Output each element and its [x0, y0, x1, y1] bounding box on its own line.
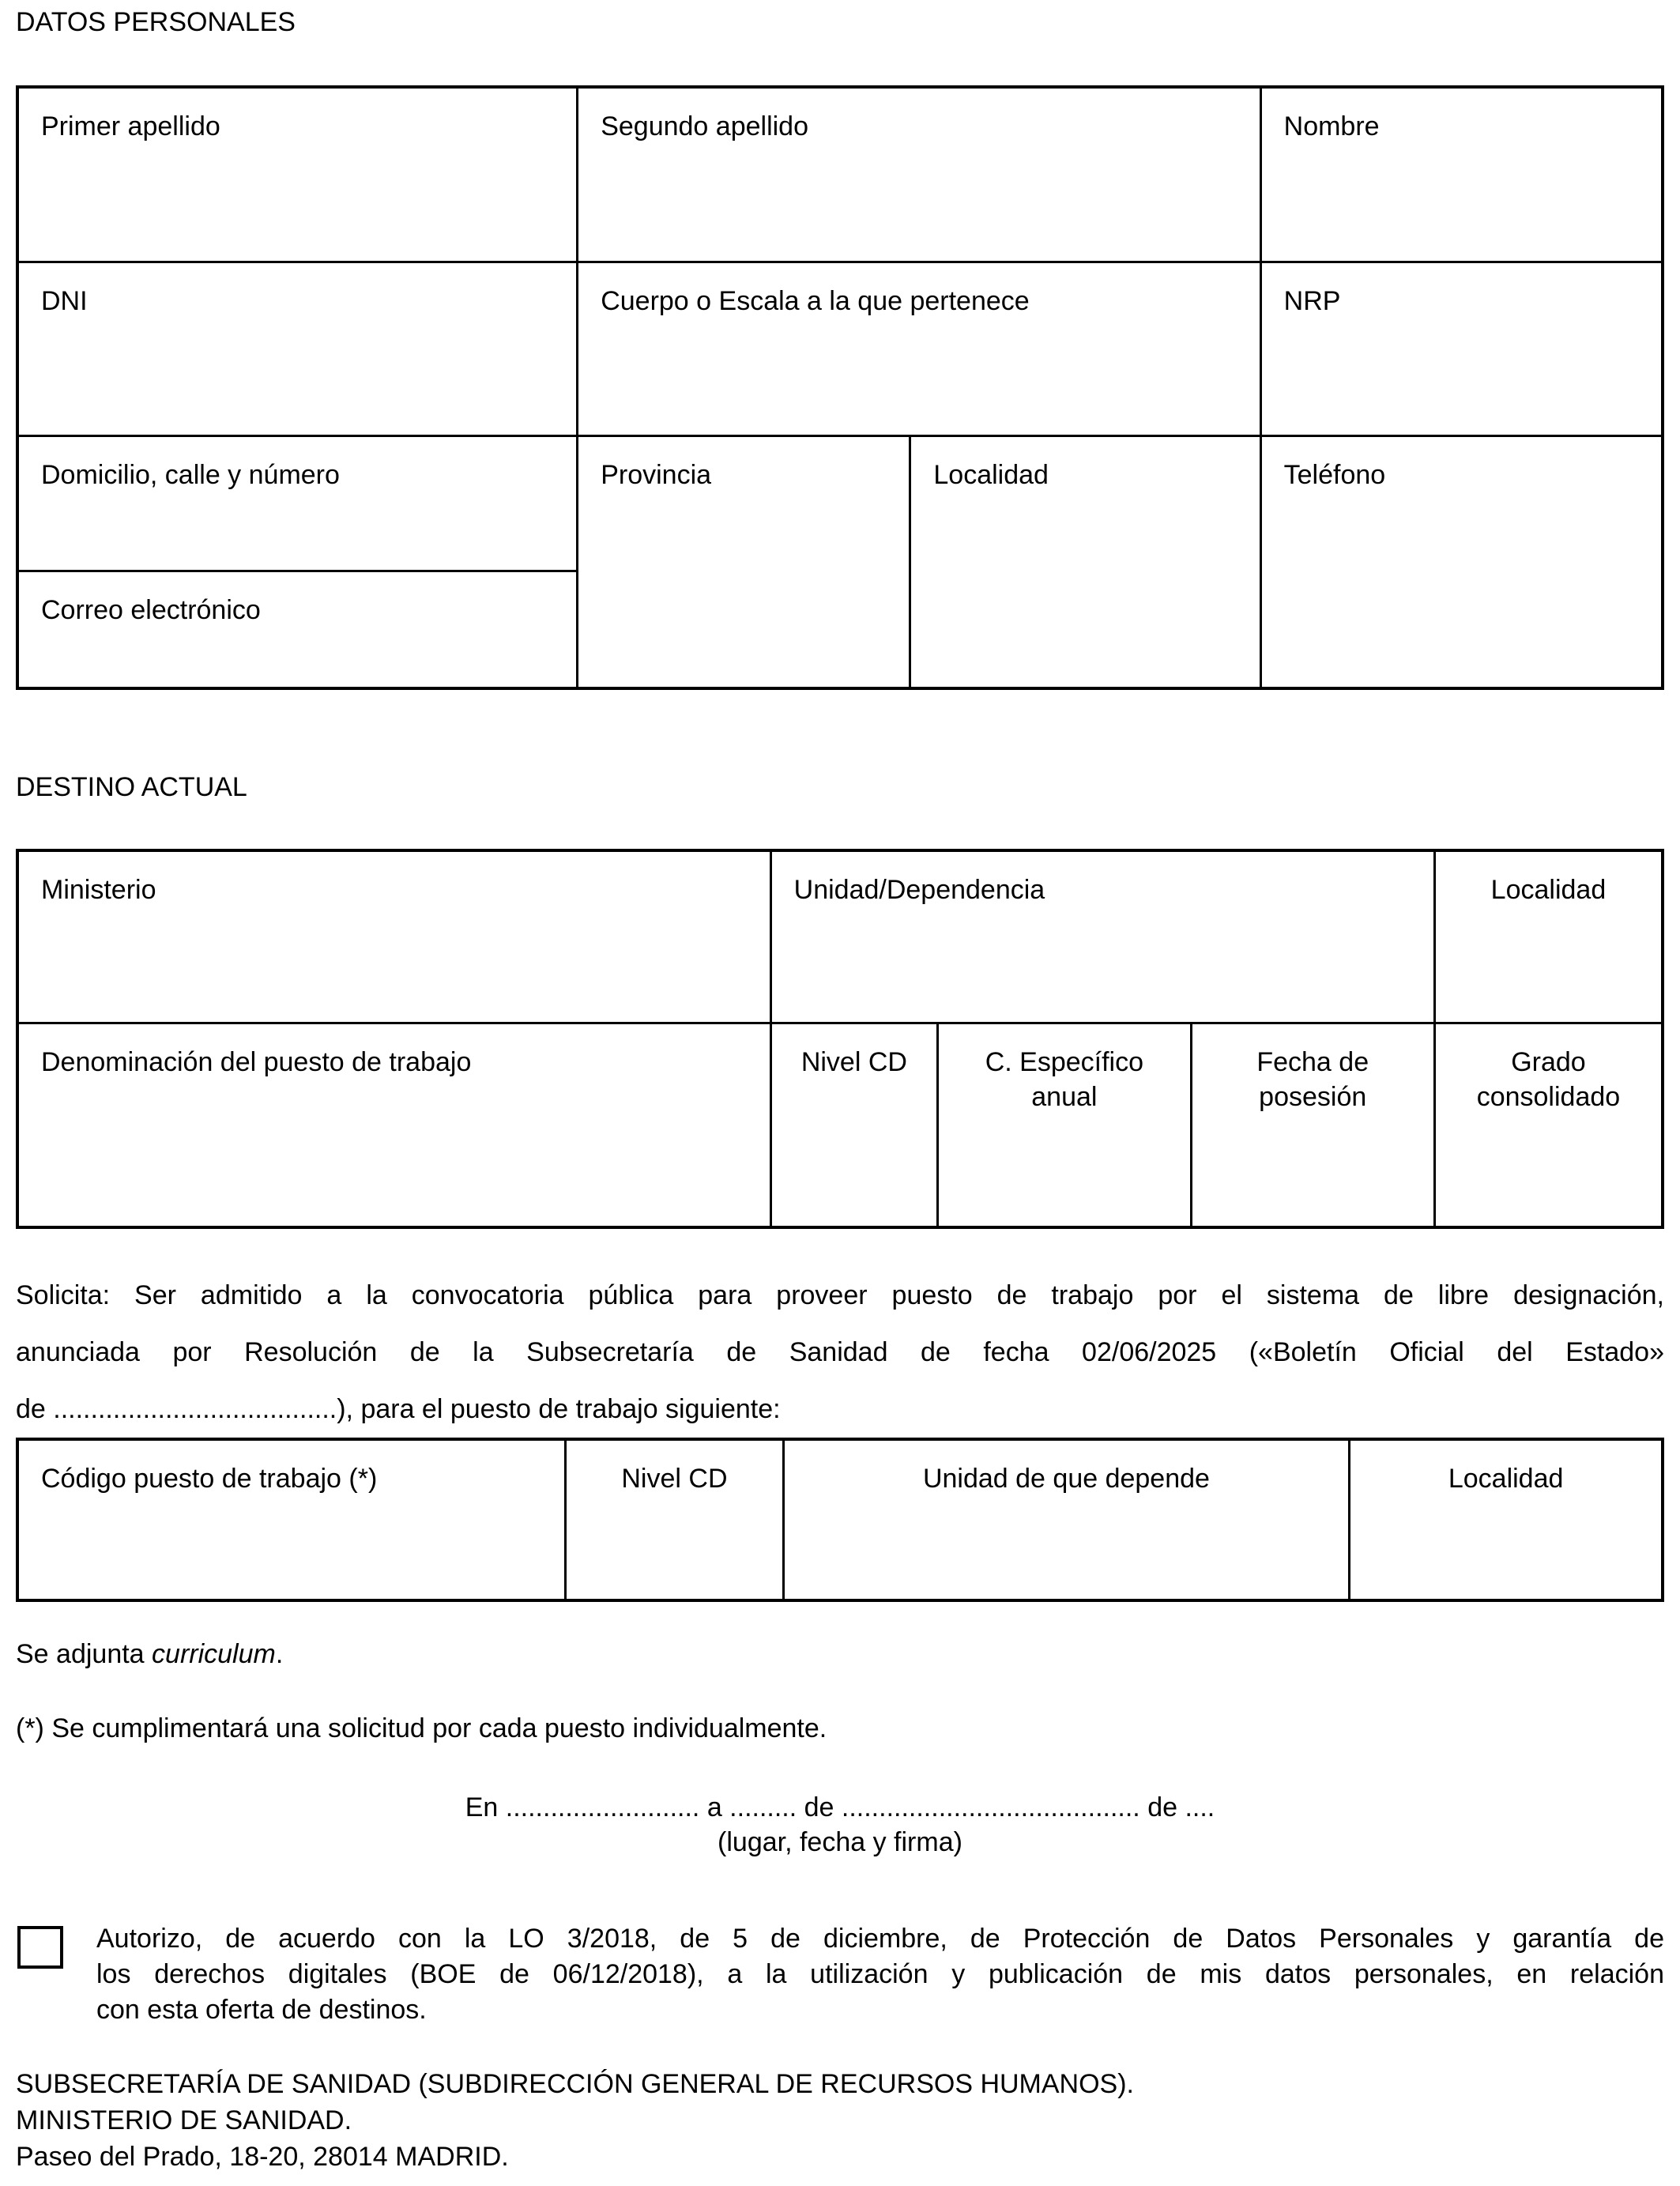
primer-apellido-label: Primer apellido	[41, 111, 220, 141]
field-cuerpo-escala[interactable]	[578, 262, 1260, 435]
nrp-label: NRP	[1283, 285, 1341, 316]
solicita-line-3: de ......................................), para el puesto de trabajo siguiente:	[16, 1394, 781, 1424]
field-segundo-apellido[interactable]	[578, 87, 1260, 262]
destino-actual-table	[16, 849, 1664, 1229]
solicita-line-1: Solicita: Ser admitido a la convocatoria pública para proveer puesto de trabajo por el sistema de libre designación,	[16, 1280, 1664, 1310]
nivel-cd-puesto-label: Nivel CD	[621, 1464, 728, 1494]
field-grado-consolidado[interactable]	[1434, 1023, 1663, 1227]
cuerpo-escala-label: Cuerpo o Escala a la que pertenece	[601, 285, 1030, 316]
authorization-line-3: con esta oferta de destinos.	[96, 1995, 427, 2025]
field-unidad-depende[interactable]	[783, 1439, 1350, 1600]
adjunta-curriculum-italic: curriculum	[152, 1639, 276, 1669]
table-row	[17, 850, 1663, 1023]
fecha-posesion-label-line1: Fecha de	[1256, 1046, 1369, 1077]
field-primer-apellido[interactable]	[17, 87, 578, 262]
field-localidad[interactable]	[910, 435, 1260, 688]
c-especifico-label-line1: C. Específico	[985, 1046, 1144, 1077]
field-correo-electronico[interactable]	[17, 571, 578, 688]
field-domicilio[interactable]	[17, 435, 578, 571]
adjunta-prefix: Se adjunta	[16, 1639, 153, 1669]
correo-label: Correo electrónico	[41, 594, 261, 625]
ministerio-label: Ministerio	[41, 875, 156, 905]
authorization-paragraph	[96, 1921, 1664, 2028]
field-nrp[interactable]	[1260, 262, 1663, 435]
table-row	[17, 87, 1663, 262]
authorization-line-1: Autorizo, de acuerdo con la LO 3/2018, de 5 de diciembre, de Protección de Datos Personales y garantía de	[96, 1924, 1664, 1954]
provincia-label: Provincia	[601, 459, 712, 490]
field-nombre[interactable]	[1260, 87, 1663, 262]
field-ministerio[interactable]	[17, 850, 770, 1023]
field-nivel-cd-puesto[interactable]	[566, 1439, 783, 1600]
localidad-puesto-label: Localidad	[1448, 1464, 1564, 1494]
field-codigo-puesto[interactable]	[17, 1439, 566, 1600]
adjunta-curriculum-note	[16, 1637, 1664, 1672]
solicita-paragraph	[16, 1267, 1664, 1438]
unidad-depende-label: Unidad de que depende	[922, 1464, 1210, 1494]
section-title-datos-personales: DATOS PERSONALES	[16, 7, 296, 37]
table-row	[17, 1439, 1663, 1600]
section-title-destino-actual: DESTINO ACTUAL	[16, 772, 247, 802]
field-telefono[interactable]	[1260, 435, 1663, 688]
addressee-line-2: MINISTERIO DE SANIDAD.	[16, 2105, 352, 2135]
localidad-destino-label: Localidad	[1490, 875, 1607, 905]
domicilio-label: Domicilio, calle y número	[41, 459, 340, 490]
nombre-label: Nombre	[1283, 111, 1380, 141]
field-unidad-dependencia[interactable]	[770, 850, 1434, 1023]
field-fecha-posesion[interactable]	[1191, 1023, 1434, 1227]
addressee-block	[16, 2066, 1664, 2175]
field-localidad-destino[interactable]	[1434, 850, 1663, 1023]
codigo-puesto-label: Código puesto de trabajo (*)	[41, 1464, 378, 1494]
field-dni[interactable]	[17, 262, 578, 435]
asterisk-footnote: (*) Se cumplimentará una solicitud por cada puesto individualmente.	[16, 1713, 827, 1743]
addressee-line-1: SUBSECRETARÍA DE SANIDAD (SUBDIRECCIÓN GENERAL DE RECURSOS HUMANOS).	[16, 2069, 1135, 2099]
telefono-label: Teléfono	[1283, 459, 1386, 490]
authorization-line-2: los derechos digitales (BOE de 06/12/2018), a la utilización y publicación de mis datos personales, en relación	[96, 1959, 1664, 1989]
nivel-cd-label: Nivel CD	[800, 1046, 907, 1077]
field-provincia[interactable]	[578, 435, 910, 688]
addressee-line-3: Paseo del Prado, 18-20, 28014 MADRID.	[16, 2142, 509, 2172]
solicita-line-2: anunciada por Resolución de la Subsecretaría de Sanidad de fecha 02/06/2025 («Boletín Oficial del Estado»	[16, 1337, 1664, 1367]
table-row	[17, 1023, 1663, 1227]
c-especifico-label-line2: anual	[1031, 1081, 1098, 1112]
grado-label-line2: consolidado	[1476, 1081, 1621, 1112]
field-denominacion-puesto[interactable]	[17, 1023, 770, 1227]
field-c-especifico-anual[interactable]	[938, 1023, 1191, 1227]
denominacion-label: Denominación del puesto de trabajo	[41, 1046, 472, 1077]
puesto-solicitado-table	[16, 1438, 1664, 1602]
grado-label-line1: Grado	[1511, 1046, 1586, 1077]
signature-caption: (lugar, fecha y firma)	[718, 1827, 962, 1857]
signature-date-line: En .......................... a ......... de ........................................ de ....	[465, 1792, 1215, 1822]
adjunta-suffix: .	[275, 1639, 284, 1669]
table-row	[17, 435, 1663, 571]
dni-label: DNI	[41, 285, 88, 316]
personal-data-table	[16, 85, 1664, 690]
table-row	[17, 262, 1663, 435]
unidad-dependencia-label: Unidad/Dependencia	[793, 875, 1045, 905]
localidad-label: Localidad	[933, 459, 1049, 490]
fecha-posesion-label-line2: posesión	[1259, 1081, 1367, 1112]
segundo-apellido-label: Segundo apellido	[601, 111, 808, 141]
field-localidad-puesto[interactable]	[1350, 1439, 1663, 1600]
field-nivel-cd[interactable]	[770, 1023, 938, 1227]
authorization-checkbox[interactable]	[17, 1926, 63, 1969]
authorization-row	[16, 1921, 1664, 2028]
